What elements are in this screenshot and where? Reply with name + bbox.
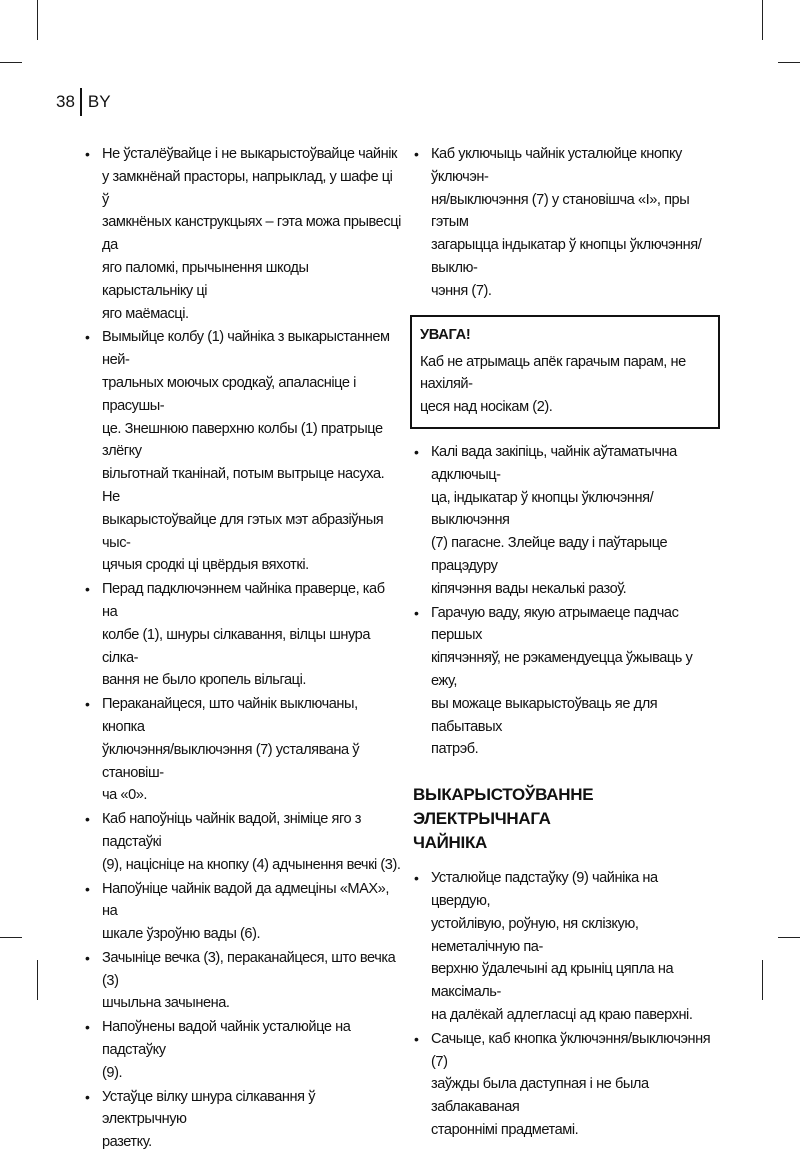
crop-mark-top-left-vertical: [37, 0, 38, 40]
instruction-list-right-middle: [413, 441, 718, 761]
warning-box: [410, 315, 720, 429]
crop-mark-top-right-vertical: [762, 0, 763, 40]
list-item: • Каб уключыць чайнік усталюйце кнопку ўключэн- ня/выключэння (7) у становішча «I», пры гэтым загарыцца індыкатар ў кнопцы ўключэння/выклю- чэння (7).: [413, 143, 718, 303]
header-separator: [80, 88, 82, 116]
crop-mark-bottom-left-horizontal: [0, 937, 22, 938]
list-item: • Вымыйце колбу (1) чайніка з выкарыстаннем ней- тральных моючых сродкаў, апаласніце і прасушы- це. Знешнюю паверхню колбы (1) пратрыце злёгку вільготнай тканінай, потым вытрыце насуха. Не выкарыстоўвайце для гэтых мэт абразіўныя чыс- цячыя сродкі ці цвёрдыя вяхоткі.: [84, 326, 402, 577]
list-item: • Напоўнены вадой чайнік усталюйце на падстаўку (9).: [84, 1016, 402, 1084]
right-column: [413, 143, 718, 1143]
instruction-list-left: [84, 143, 402, 1154]
crop-mark-top-right-horizontal: [778, 62, 800, 63]
crop-mark-top-left-horizontal: [0, 62, 22, 63]
list-item: • Каб напоўніць чайнік вадой, зніміце яго з падстаўкі (9), націсніце на кнопку (4) адчынення вечкі (3).: [84, 808, 402, 876]
instruction-list-right-top: [413, 143, 718, 303]
list-item: • Зачыніце вечка (3), пераканайцеся, што вечка (3) шчыльна зачынена.: [84, 947, 402, 1015]
list-item: • Устаўце вілку шнура сілкавання ў электрычную разетку.: [84, 1086, 402, 1154]
page-header: [56, 88, 111, 116]
list-item: • Гарачую ваду, якую атрымаеце падчас першых кіпячэнняў, не рэкамендуецца ўжываць у ежу, вы можаце выкарыстоўваць яе для пабытавых патрэб.: [413, 602, 718, 762]
list-item: • Калі вада закіпіць, чайнік аўтаматычна адключыц- ца, індыкатар ў кнопцы ўключэння/выключэння (7) пагасне. Злейце ваду і паўтарыце працэдуру кіпячэння вады некалькі разоў.: [413, 441, 718, 601]
crop-mark-bottom-left-vertical: [37, 960, 38, 1000]
warning-title: УВАГА!: [420, 326, 471, 343]
list-item: • Перад падключэннем чайніка праверце, каб на колбе (1), шнуры сілкавання, вілцы шнура сілка- вання не было кропель вільгаці.: [84, 578, 402, 692]
crop-mark-bottom-right-vertical: [762, 960, 763, 1000]
warning-text: Каб не атрымаць апёк гарачым парам, не нахіляй- цеся над носікам (2).: [420, 353, 686, 416]
crop-mark-bottom-right-horizontal: [778, 937, 800, 938]
left-column: [84, 143, 402, 1155]
page-number: 38: [56, 92, 75, 111]
list-item: • Усталюйце падстаўку (9) чайніка на цвердую, устойлівую, роўную, ня склізкую, неметалічную па- верхню ўдалечыні ад крыніц цяпла на максімаль- на далёкай адлегласці ад краю паверхні.: [413, 867, 718, 1027]
list-item: • Не ўсталёўвайце і не выкарыстоўвайце чайнік у замкнёнай прасторы, напрыклад, у шафе ці ў замкнёных канструкцыях – гэта можа прывесці да яго паломкі, прычынення шкоды карыстальніку ці яго маёмасці.: [84, 143, 402, 325]
section-heading: ВЫКАРЫСТОЎВАННЕ ЭЛЕКТРЫЧНАГА ЧАЙНІКА: [413, 785, 594, 853]
list-item: • Пераканайцеся, што чайнік выключаны, кнопка ўключэння/выключэння (7) усталявана ў становіш- ча «0».: [84, 693, 402, 807]
instruction-list-right-bottom: [413, 867, 718, 1142]
language-code: BY: [87, 92, 111, 111]
list-item: • Напоўніце чайнік вадой да адмеціны «MAX», на шкале ўзроўню вады (6).: [84, 878, 402, 946]
list-item: • Сачыце, каб кнопка ўключэння/выключэння (7) заўжды была даступная і не была заблакаваная староннімі прадметамі.: [413, 1028, 718, 1142]
